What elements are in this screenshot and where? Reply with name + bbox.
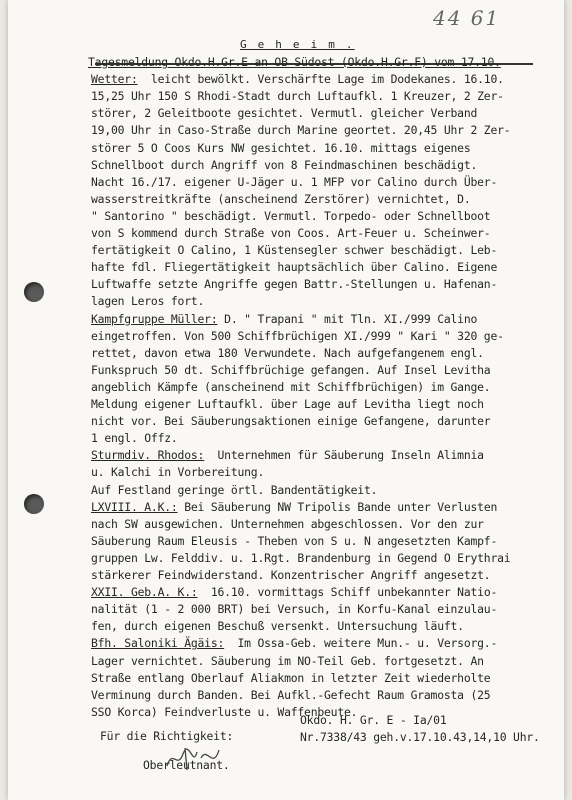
line-text: 1 engl. Offz. <box>91 431 178 446</box>
report-line <box>91 362 490 379</box>
section-label: XXII. Geb.A. K.: <box>91 585 198 600</box>
certification-label: Für die Richtigkeit: <box>100 729 234 743</box>
report-line <box>91 157 477 174</box>
line-text: u. Kalchi in Vorbereitung. <box>91 465 265 480</box>
report-line <box>91 71 504 88</box>
section-label: LXVIII. A.K.: <box>91 499 178 514</box>
line-text: von S kommend durch Straße von Coos. Art-Feuer u. Scheinwer- <box>91 226 491 240</box>
reference-line-1: Okdo. H. Gr. E - Ia/01 <box>300 713 447 727</box>
report-line <box>91 311 477 328</box>
line-text: leicht bewölkt. Verschärfte Lage im Dodekanes. 16.10. <box>137 72 504 87</box>
signature-rank: Oberleutnant. <box>143 758 230 772</box>
document-heading: G e h e i m . <box>240 38 355 51</box>
report-line <box>91 140 471 157</box>
line-text: Lager vernichtet. Säuberung im NO-Teil Geb. fortgesetzt. An <box>91 653 484 668</box>
report-line <box>91 88 504 105</box>
report-line <box>91 550 510 567</box>
line-text: 16.10. vormittags Schiff unbekannter Natio- <box>197 585 498 600</box>
report-line <box>91 584 497 601</box>
report-line <box>91 345 484 362</box>
section-label: Bfh. Saloniki Ägäis: <box>91 636 225 651</box>
handwritten-page-number: 44 61 <box>433 6 501 30</box>
line-text: fertätigkeit O Calino, 1 Küstensegler schwer beschädigt. Leb- <box>91 243 498 258</box>
report-line <box>91 687 490 704</box>
section-label: Kampfgruppe Müller: <box>91 311 218 326</box>
document-page <box>8 0 564 800</box>
line-text: nach SW ausgewichen. Unternehmen abgeschlossen. Vor den zur <box>91 516 484 531</box>
line-text: lagen Leros fort. <box>91 294 205 309</box>
report-line <box>91 413 490 430</box>
line-text: eingetroffen. Von 500 Schiffbrüchigen XI./999 " Kari " 320 ge- <box>91 328 504 343</box>
line-text: Straße entlang Oberlauf Aliakmon in letzter Zeit wiederholte <box>91 670 491 685</box>
section-label: Sturmdiv. Rhodos: <box>91 448 205 463</box>
line-text: störer, 2 Geleitboote gesichtet. Vermutl. gleicher Verband <box>91 106 478 121</box>
line-text: Verminung durch Banden. Bei Aufkl.-Gefecht Raum Gramosta (25 <box>91 687 491 702</box>
line-text: D. " Trapani " mit Tln. XI./999 Calino <box>217 311 478 326</box>
line-text: stärkerer Feindwiderstand. Konzentrischer Angriff angesetzt. <box>91 568 491 582</box>
handwritten-signature <box>163 744 223 772</box>
line-text: angeblich Kämpfe (anscheinend mit Schiffbrüchigen) im Gange. <box>91 379 491 394</box>
line-text: gruppen Lw. Felddiv. u. 1.Rgt. Brandenburg in Gegend O Erythrai <box>91 550 511 565</box>
report-line <box>91 482 377 499</box>
report-line <box>91 225 490 242</box>
line-text: " Santorino " beschädigt. Vermutl. Torpedo- oder Schnellboot <box>91 208 491 223</box>
report-line <box>91 464 264 481</box>
report-line <box>91 208 490 225</box>
report-line <box>91 618 464 635</box>
report-line <box>88 54 501 71</box>
report-line <box>91 328 504 345</box>
line-text: Funkspruch 50 dt. Schiffbrüchige gefangen. Auf Insel Levitha <box>91 362 491 377</box>
punch-hole-top <box>24 282 44 302</box>
section-label: Wetter: <box>91 72 138 87</box>
line-text: nalität (1 - 2 000 BRT) bei Versuch, in Korfu-Kanal einzulau- <box>91 602 498 617</box>
section-label: Tagesmeldung Okdo.H.Gr.E an OB Südost (Okdo.H.Gr.F) vom 17.10. <box>88 55 501 69</box>
report-line <box>91 379 490 396</box>
report-line <box>91 293 204 310</box>
report-line <box>91 122 510 139</box>
line-text: Säuberung Raum Eleusis - Theben von S u. N angesetzten Kampf- <box>91 533 498 548</box>
report-line <box>91 430 178 447</box>
report-line <box>91 396 484 413</box>
punch-hole-bottom <box>24 494 44 514</box>
line-text: Nacht 16./17. eigener U-Jäger u. 1 MFP vor Calino durch Über- <box>91 174 498 189</box>
report-line <box>91 567 490 584</box>
report-line <box>91 499 497 516</box>
line-text: wasserstreitkräfte (anscheinend Zerstörer) vernichtet, D. <box>91 191 471 206</box>
line-text: Unternehmen für Säuberung Inseln Alimnia <box>204 448 484 463</box>
line-text: fen, durch eigenen Beschuß versenkt. Untersuchung läuft. <box>91 619 464 634</box>
line-text: störer 5 O Coos Kurs NW gesichtet. 16.10. mittags eigenes <box>91 140 471 155</box>
report-line <box>91 174 497 191</box>
report-line <box>91 516 484 533</box>
report-line <box>91 601 497 618</box>
report-line <box>91 533 497 550</box>
report-line <box>91 105 477 122</box>
line-text: Auf Festland geringe örtl. Bandentätigkeit. <box>91 482 378 497</box>
report-line <box>91 653 484 670</box>
report-line <box>91 670 490 687</box>
line-text: 19,00 Uhr in Caso-Straße durch Marine geortet. 20,45 Uhr 2 Zer- <box>91 123 511 138</box>
reference-line-2: Nr.7338/43 geh.v.17.10.43,14,10 Uhr. <box>300 730 540 744</box>
line-text: rettet, davon etwa 180 Verwundete. Nach aufgefangenem engl. <box>91 345 484 360</box>
line-text: Bei Säuberung NW Tripolis Bande unter Verlusten <box>177 499 498 514</box>
line-text: Im Ossa-Geb. weitere Mun.- u. Versorg.- <box>224 636 498 651</box>
report-line <box>91 191 471 208</box>
report-line <box>91 259 497 276</box>
line-text: Luftwaffe setzte Angriffe gegen Battr.-Stellungen u. Hafenan- <box>91 277 498 292</box>
line-text: SSO Korca) Feindverluste u. Waffenbeute. <box>91 704 358 719</box>
report-line <box>91 276 497 293</box>
line-text: 15,25 Uhr 150 S Rhodi-Stadt durch Luftaufkl. 1 Kreuzer, 2 Zer- <box>91 89 504 104</box>
report-line <box>91 242 497 259</box>
report-line <box>91 447 484 464</box>
report-line <box>91 635 497 652</box>
line-text: Schnellboot durch Angriff von 8 Feindmaschinen beschädigt. <box>91 157 478 172</box>
line-text: hafte fdl. Fliegertätigkeit hauptsächlich über Calino. Eigene <box>91 260 498 275</box>
line-text: nicht vor. Bei Säuberungsaktionen einige Gefangene, darunter <box>91 414 491 429</box>
line-text: Meldung eigener Luftaufkl. über Lage auf Levitha liegt noch <box>91 397 484 411</box>
